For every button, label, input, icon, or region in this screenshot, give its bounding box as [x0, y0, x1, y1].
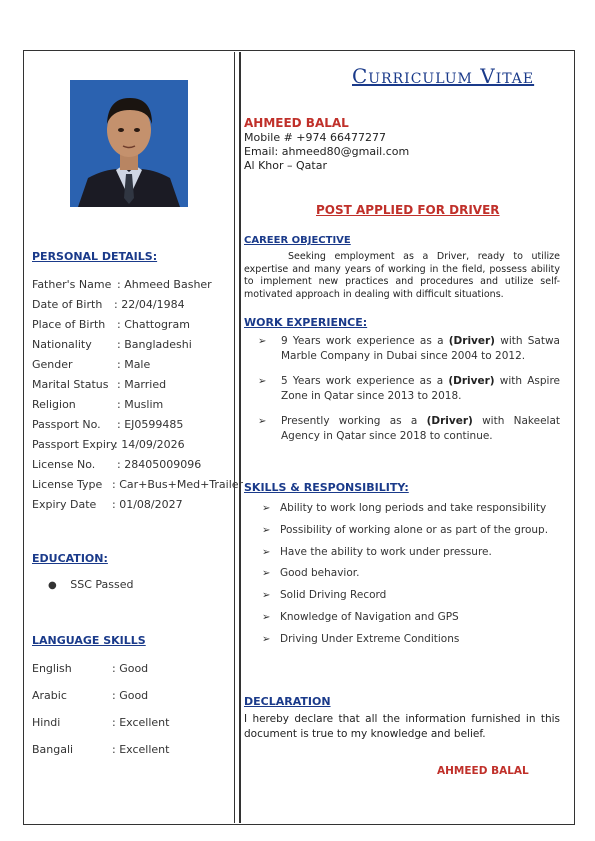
personal-label: Gender	[32, 358, 73, 371]
personal-label: Religion	[32, 398, 76, 411]
personal-details-heading: PERSONAL DETAILS:	[32, 250, 158, 263]
personal-value: : Married	[117, 378, 167, 391]
personal-row	[32, 378, 167, 391]
personal-value: : 22/04/1984	[114, 298, 185, 311]
declaration-heading: DECLARATION	[244, 695, 331, 708]
profile-photo	[70, 80, 188, 207]
skill-item	[262, 567, 359, 579]
personal-row	[32, 338, 192, 351]
arrow-bullet-icon: ➢	[262, 590, 271, 602]
experience-text	[258, 374, 560, 404]
language-label: English	[32, 662, 72, 675]
personal-label: Nationality	[32, 338, 92, 351]
personal-row	[32, 398, 164, 411]
experience-text-pre: 9 Years work experience as a	[281, 335, 449, 347]
personal-value: : 01/08/2027	[112, 498, 183, 511]
skill-item	[262, 611, 459, 623]
skill-text: Knowledge of Navigation and GPS	[280, 611, 459, 623]
personal-label: License No.	[32, 458, 96, 471]
skill-item	[262, 589, 386, 601]
arrow-bullet-icon: ➢	[258, 336, 267, 347]
personal-value: : EJ0599485	[117, 418, 184, 431]
language-label: Hindi	[32, 716, 61, 729]
skills-heading: SKILLS & RESPONSIBILITY:	[244, 481, 409, 494]
location-line: Al Khor – Qatar	[244, 159, 327, 172]
language-level: : Good	[112, 689, 149, 702]
mobile-line: Mobile # +974 66477277	[244, 131, 386, 144]
skill-item	[262, 502, 546, 514]
personal-value: : Ahmeed Basher	[117, 278, 212, 291]
cv-title: Curriculum Vitae	[352, 64, 535, 88]
experience-item	[258, 414, 560, 444]
personal-label: Marital Status	[32, 378, 109, 391]
skill-text: Possibility of working alone or as part of the group.	[280, 523, 549, 536]
personal-value: : Bangladeshi	[117, 338, 192, 351]
skill-text: Good behavior.	[280, 567, 360, 580]
arrow-bullet-icon: ➢	[262, 503, 271, 514]
arrow-bullet-icon: ➢	[262, 568, 271, 580]
skill-text: Solid Driving Record	[280, 589, 387, 602]
experience-text	[258, 414, 560, 444]
personal-value: : Car+Bus+Med+Trailer	[112, 478, 244, 491]
language-level: : Excellent	[112, 716, 170, 729]
personal-label: License Type	[32, 478, 103, 491]
skill-item	[262, 633, 459, 645]
personal-row	[32, 318, 190, 331]
arrow-bullet-icon: ➢	[258, 416, 267, 427]
experience-role: (Driver)	[426, 415, 473, 427]
experience-text-post: with Aspire Zone in Qatar since 2013 to 2018.	[281, 375, 560, 402]
language-row	[32, 743, 170, 756]
personal-row	[32, 358, 151, 371]
dot-bullet-icon: ●	[48, 580, 57, 591]
experience-text-post: with Satwa Marble Company in Dubai since 2004 to 2012.	[281, 335, 560, 362]
experience-item	[258, 334, 560, 364]
arrow-bullet-icon: ➢	[262, 633, 271, 645]
post-applied-heading: POST APPLIED FOR DRIVER	[316, 203, 500, 217]
skill-text: Ability to work long periods and take responsibility	[280, 502, 547, 514]
declaration-text: I hereby declare that all the information furnished in this document is true to my knowledge and belief.	[244, 713, 560, 740]
experience-role: (Driver)	[448, 375, 495, 387]
education-heading: EDUCATION:	[32, 552, 108, 565]
language-row	[32, 689, 149, 702]
personal-row	[32, 458, 202, 471]
personal-label: Father's Name	[32, 278, 112, 291]
personal-label: Expiry Date	[32, 498, 97, 511]
arrow-bullet-icon: ➢	[262, 524, 271, 536]
personal-row	[32, 418, 184, 431]
education-item: ● SSC Passed	[48, 578, 134, 591]
work-experience-heading: WORK EXPERIENCE:	[244, 316, 368, 329]
personal-row	[32, 298, 185, 311]
personal-value: : Male	[117, 358, 151, 371]
personal-value: : Muslim	[117, 398, 164, 411]
personal-label: Place of Birth	[32, 318, 106, 331]
experience-text-post: with Nakeelat Agency in Qatar since 2018 to continue.	[281, 415, 560, 442]
career-objective-heading: CAREER OBJECTIVE	[244, 235, 351, 246]
language-level: : Excellent	[112, 743, 170, 756]
language-row	[32, 662, 149, 675]
language-label: Bangali	[32, 743, 74, 756]
arrow-bullet-icon: ➢	[262, 546, 271, 558]
experience-item	[258, 374, 560, 404]
personal-value: : Chattogram	[117, 318, 190, 331]
language-skills-heading: LANGUAGE SKILLS	[32, 634, 146, 647]
personal-row	[32, 498, 183, 511]
candidate-name: AHMEED BALAL	[244, 116, 349, 130]
experience-text-pre: 5 Years work experience as a	[281, 375, 449, 387]
language-level: : Good	[112, 662, 149, 675]
email-line: Email: ahmeed80@gmail.com	[244, 145, 410, 158]
language-label: Arabic	[32, 689, 67, 702]
personal-row	[32, 478, 244, 491]
experience-role: (Driver)	[448, 335, 495, 347]
personal-row	[32, 278, 212, 291]
experience-text-pre: Presently working as a	[281, 415, 427, 427]
career-objective-text: Seeking employment as a Driver, ready to utilize expertise and many years of working in the field, possess ability to implement new practices and procedures and utilize self-motivated approach in dealing with difficult situations.	[244, 251, 560, 300]
personal-value: : 28405009096	[117, 458, 202, 471]
personal-row	[32, 438, 185, 451]
skill-item	[262, 546, 492, 558]
skill-text: Driving Under Extreme Conditions	[280, 632, 460, 645]
language-row	[32, 716, 170, 729]
signature-name: AHMEED BALAL	[437, 765, 529, 777]
arrow-bullet-icon: ➢	[262, 612, 271, 623]
personal-label: Passport Expiry	[32, 438, 117, 451]
personal-value: : 14/09/2026	[114, 438, 185, 451]
arrow-bullet-icon: ➢	[258, 376, 267, 387]
skill-text: Have the ability to work under pressure.	[280, 545, 492, 558]
experience-text	[258, 334, 560, 364]
personal-label: Passport No.	[32, 418, 101, 431]
personal-label: Date of Birth	[32, 298, 103, 311]
skill-item	[262, 524, 548, 536]
